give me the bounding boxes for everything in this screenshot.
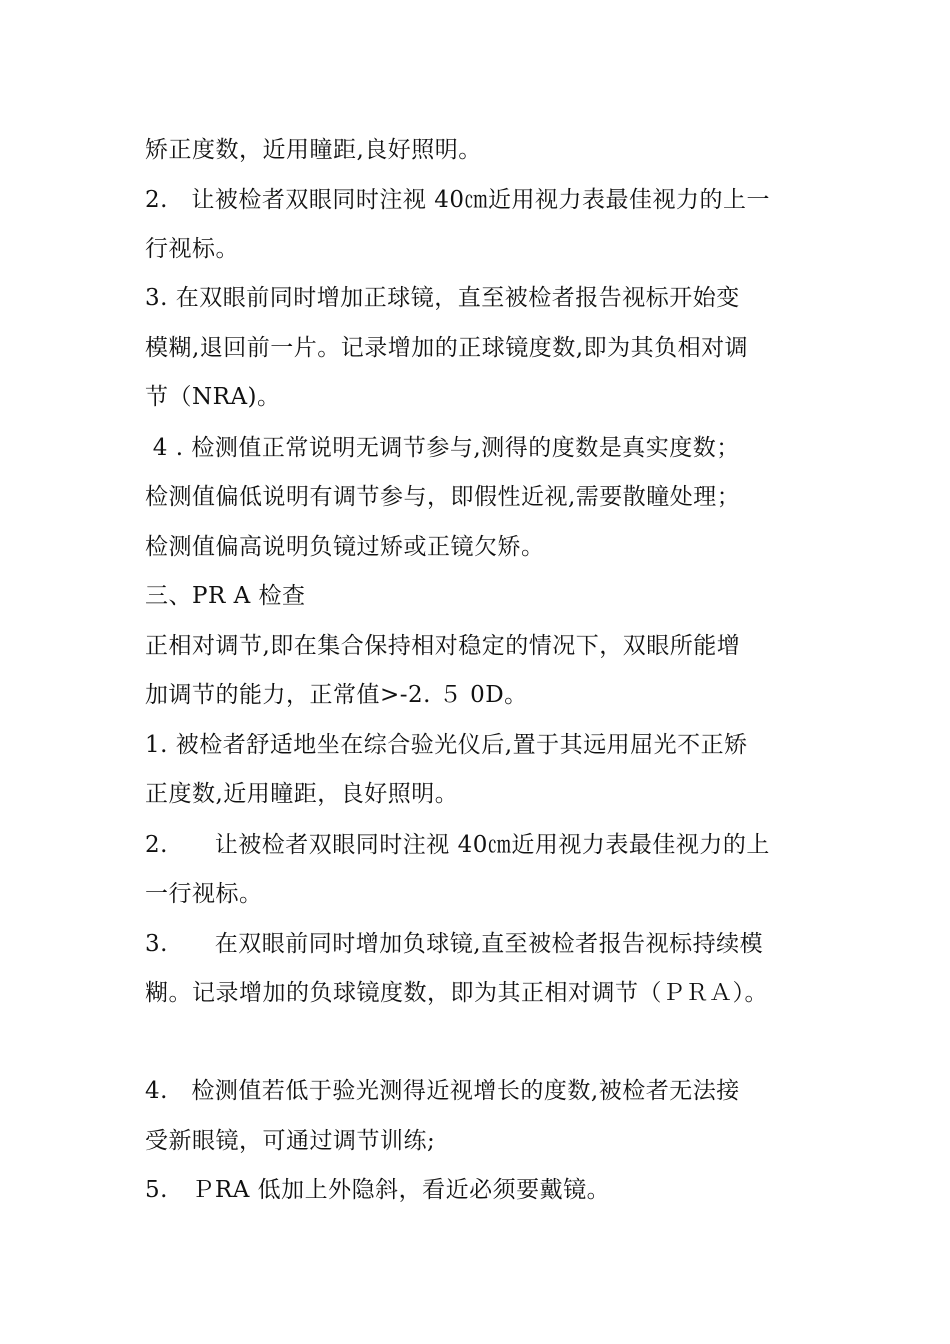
text-line: 3. 在双眼前同时增加正球镜，直至被检者报告视标开始变 xyxy=(145,285,740,311)
text-line: 加调节的能力，正常值>-2. ５ 0D。 xyxy=(145,682,528,708)
text-line: 矫正度数，近用瞳距,良好照明。 xyxy=(145,137,482,163)
text-line: 3. 在双眼前同时增加负球镜,直至被检者报告视标持续模 xyxy=(145,931,764,957)
text-line: 检测值偏高说明负镜过矫或正镜欠矫。 xyxy=(145,534,545,560)
text-line: 5. ＰRA 低加上外隐斜，看近必须要戴镜。 xyxy=(145,1177,611,1203)
text-line: 糊。记录增加的负球镜度数，即为其正相对调节（ＰＲＡ）。 xyxy=(145,980,768,1006)
text-line: 4. 检测值若低于验光测得近视增长的度数,被检者无法接 xyxy=(145,1078,740,1104)
text-line: 正度数,近用瞳距，良好照明。 xyxy=(145,781,459,807)
text-line: 受新眼镜，可通过调节训练; xyxy=(145,1128,436,1154)
text-line: 行视标。 xyxy=(145,236,239,262)
text-line: 2. 让被检者双眼同时注视 40㎝近用视力表最佳视力的上一 xyxy=(145,187,770,213)
section-heading: 三、PR A 检查 xyxy=(145,583,306,609)
text-line: 检测值偏低说明有调节参与，即假性近视,需要散瞳处理； xyxy=(145,484,741,510)
text-line: 模糊,退回前一片。记录增加的正球镜度数,即为其负相对调 xyxy=(145,335,749,361)
text-line: 正相对调节,即在集合保持相对稳定的情况下，双眼所能增 xyxy=(145,633,741,659)
text-line: 4 . 检测值正常说明无调节参与,测得的度数是真实度数； xyxy=(145,435,740,461)
text-line: 节（NRA)。 xyxy=(145,384,281,410)
text-line: 一行视标。 xyxy=(145,881,263,907)
text-line: 1. 被检者舒适地坐在综合验光仪后,置于其远用屈光不正矫 xyxy=(145,732,748,758)
text-line: 2. 让被检者双眼同时注视 40㎝近用视力表最佳视力的上 xyxy=(145,832,770,858)
